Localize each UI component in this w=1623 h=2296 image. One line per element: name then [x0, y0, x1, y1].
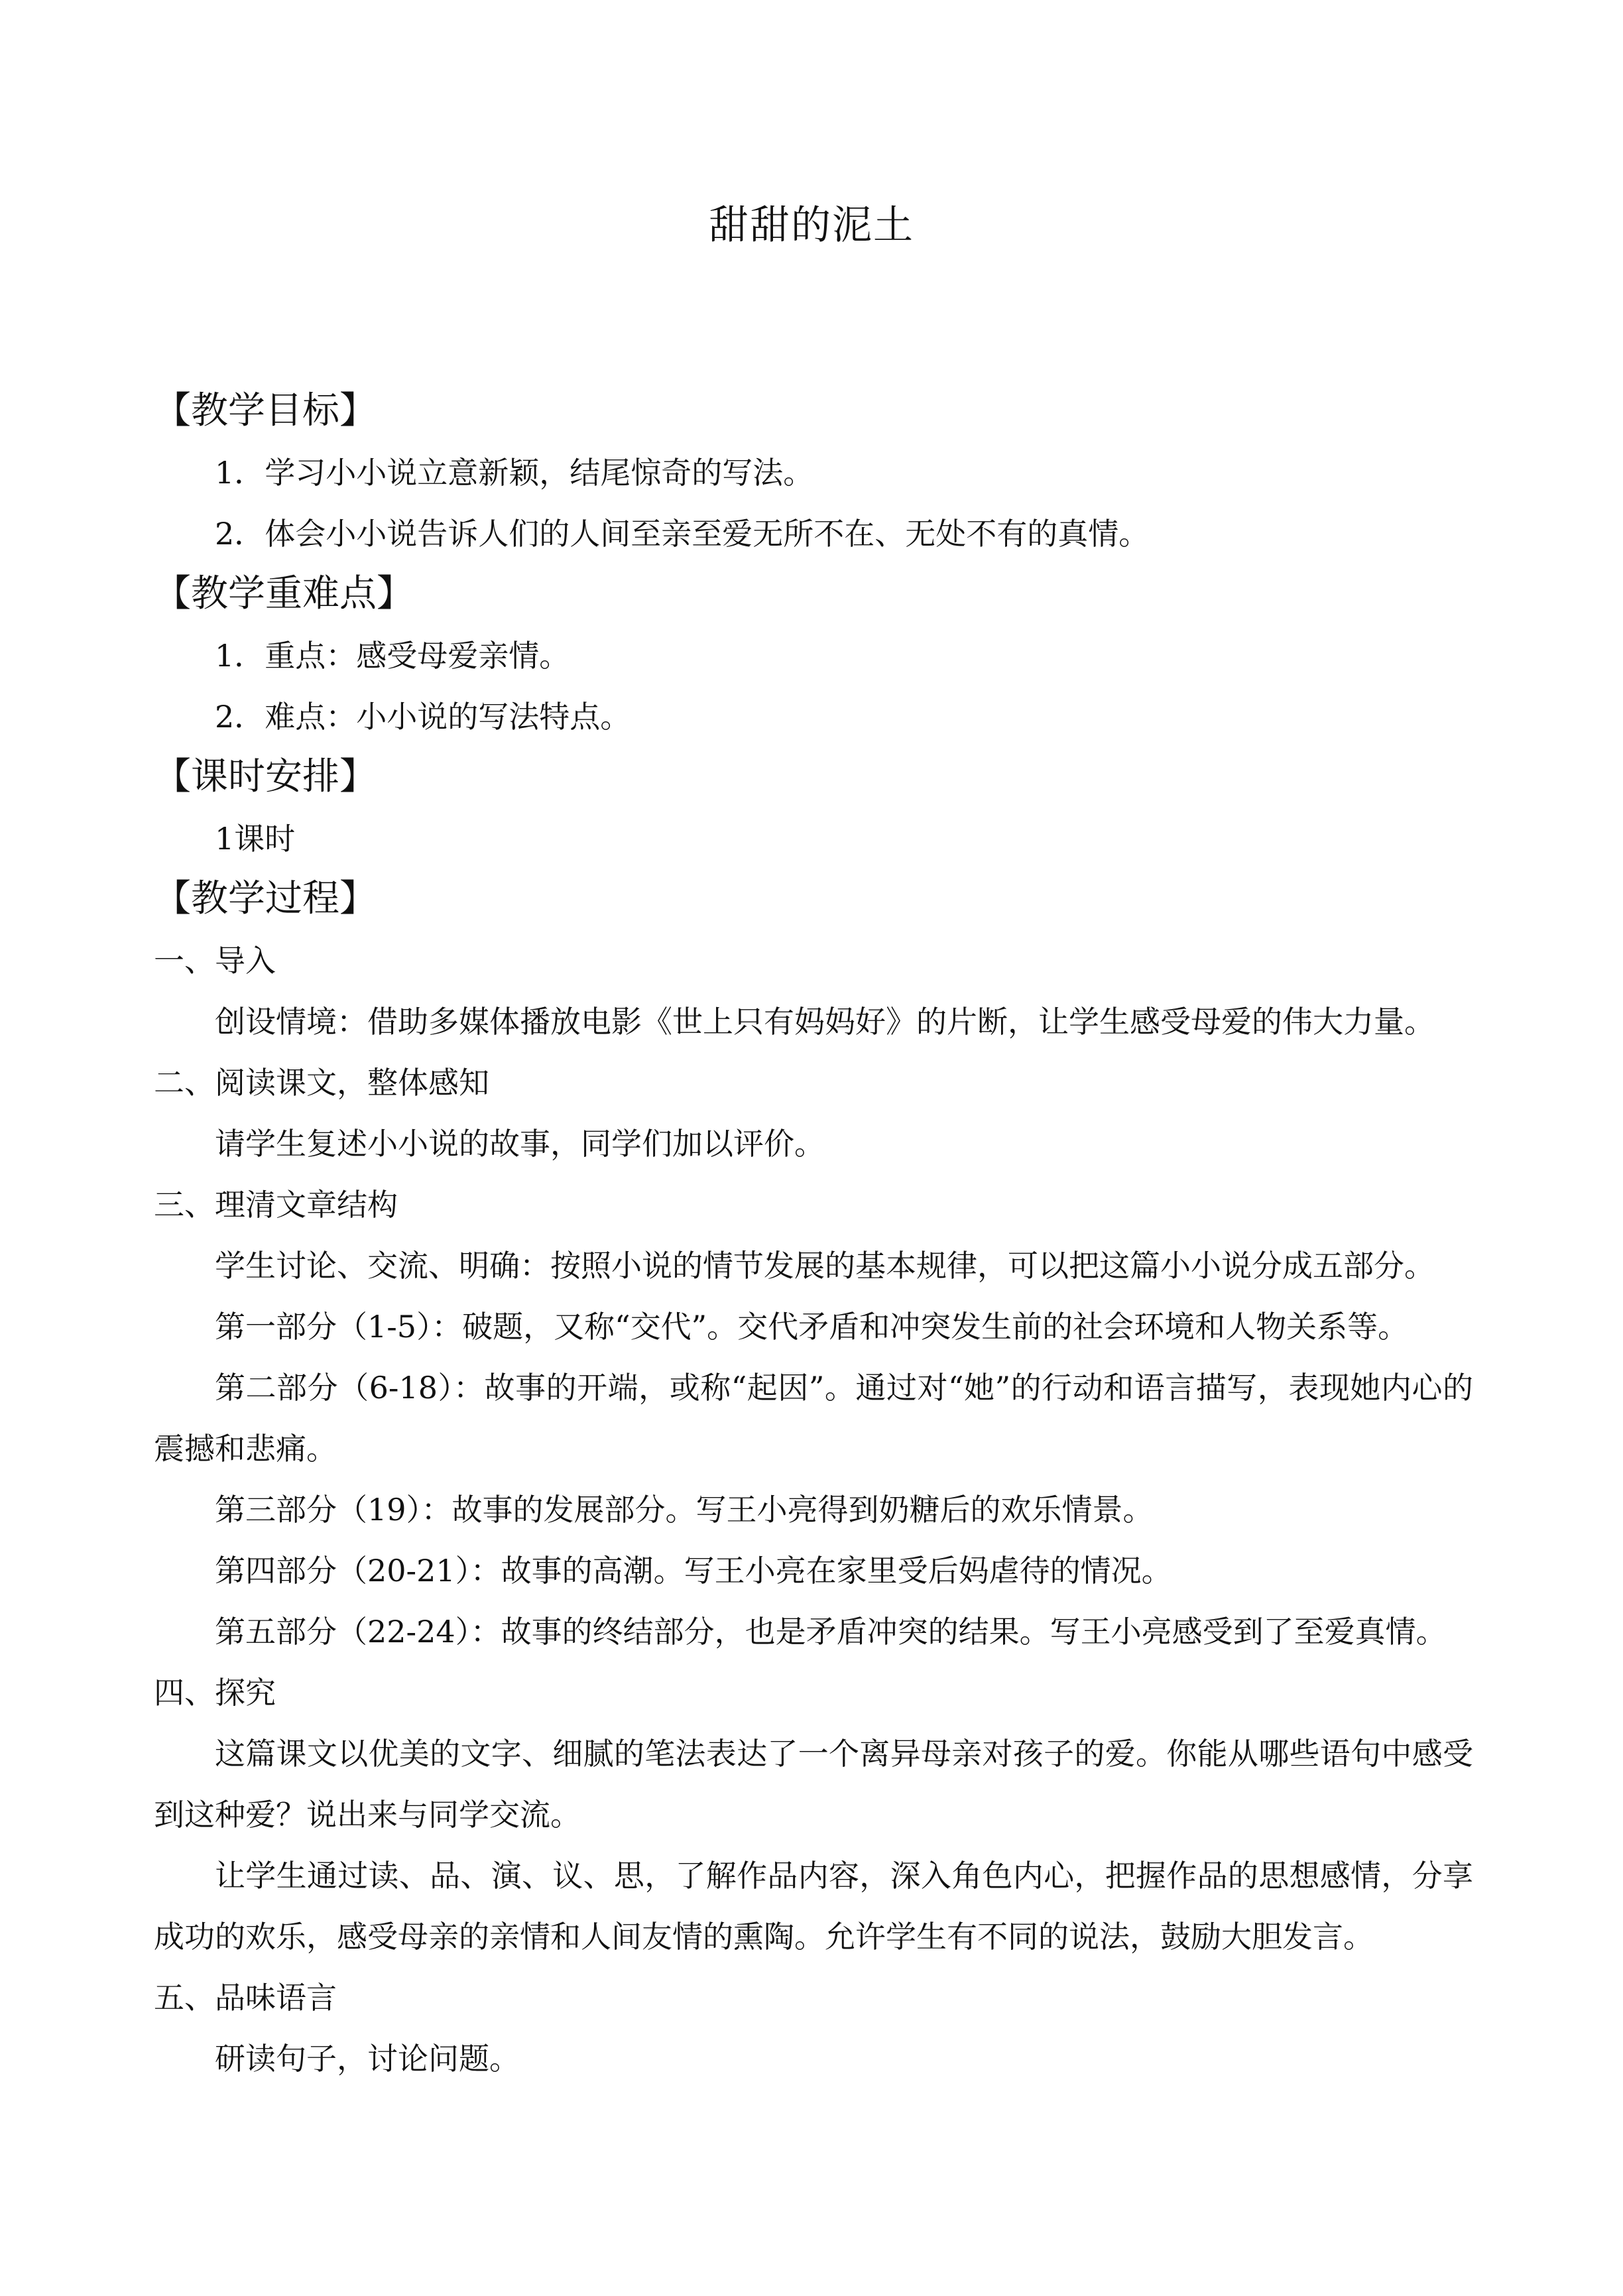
keypoint-item: 1．重点：感受母爱亲情。 [215, 638, 570, 674]
step-paragraph: 创设情境：借助多媒体播放电影《世上只有妈妈好》的片断，让学生感受母爱的伟大力量。 [215, 1004, 1435, 1040]
step-paragraph: 第二部分（6-18）：故事的开端，或称“起因”。通过对“她”的行动和语言描写，表现她内心的震撼和悲痛。 [154, 1370, 1473, 1467]
step-paragraph: 第三部分（19）：故事的发展部分。写王小亮得到奶糖后的欢乐情景。 [215, 1492, 1154, 1528]
section-heading-schedule: 【课时安排】 [154, 755, 377, 798]
step-heading: 一、导入 [154, 943, 276, 979]
step-paragraph: 这篇课文以优美的文字、细腻的笔法表达了一个离异母亲对孩子的爱。你能从哪些语句中感受到这种爱？说出来与同学交流。 [154, 1736, 1473, 1833]
step-heading: 三、理清文章结构 [154, 1187, 398, 1223]
document-body [154, 381, 1473, 2089]
document-title: 甜甜的泥土 [709, 202, 914, 249]
step-paragraph: 请学生复述小小说的故事，同学们加以评价。 [215, 1126, 825, 1162]
step-paragraph: 第一部分（1-5）：破题，又称“交代”。交代矛盾和冲突发生前的社会环境和人物关系等。 [215, 1309, 1409, 1345]
section-heading-process: 【教学过程】 [154, 877, 377, 920]
goal-item: 2．体会小小说告诉人们的人间至亲至爱无所不在、无处不有的真情。 [215, 516, 1150, 552]
section-heading-goals: 【教学目标】 [154, 389, 377, 432]
section-heading-keypoints: 【教学重难点】 [154, 572, 414, 615]
step-paragraph: 第五部分（22-24）：故事的终结部分，也是矛盾冲突的结果。写王小亮感受到了至爱真情。 [215, 1614, 1447, 1650]
step-paragraph: 让学生通过读、品、演、议、思，了解作品内容，深入角色内心，把握作品的思想感情，分享成功的欢乐，感受母亲的亲情和人间友情的熏陶。允许学生有不同的说法，鼓励大胆发言。 [154, 1858, 1473, 1955]
keypoint-item: 2．难点：小小说的写法特点。 [215, 699, 631, 735]
schedule-text: 1课时 [215, 821, 296, 857]
step-heading: 二、阅读课文，整体感知 [154, 1065, 489, 1101]
goal-item: 1．学习小小说立意新颖，结尾惊奇的写法。 [215, 455, 814, 491]
step-paragraph: 第四部分（20-21）：故事的高潮。写王小亮在家里受后妈虐待的情况。 [215, 1553, 1172, 1589]
step-paragraph: 研读句子，讨论问题。 [215, 2041, 520, 2077]
step-paragraph: 学生讨论、交流、明确：按照小说的情节发展的基本规律，可以把这篇小小说分成五部分。 [215, 1248, 1435, 1284]
step-heading: 四、探究 [154, 1675, 276, 1711]
step-heading: 五、品味语言 [154, 1980, 337, 2016]
